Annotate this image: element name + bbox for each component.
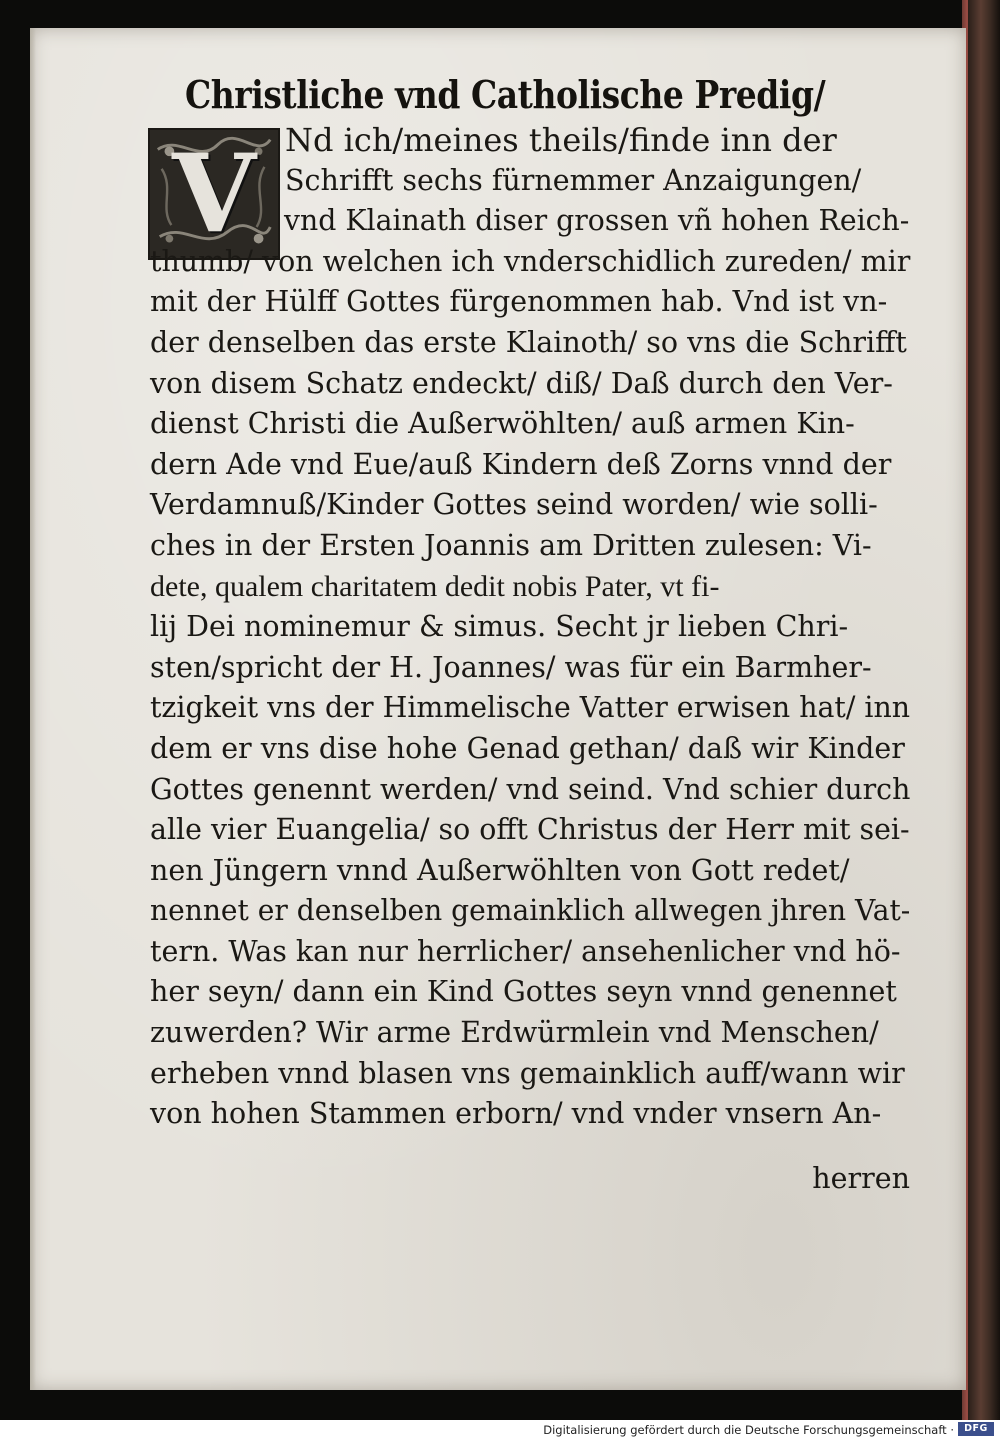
text-line-12: dete, qualem charitatem dedit nobis Pater, vt fi- [150,569,720,603]
text-line-9: dern Ade vnd Eue/auß Kindern deß Zorns vnnd der [150,447,892,481]
initial-letter: V [172,131,256,257]
text-line-1: Nd ich/meines theils/finde inn der [285,121,837,159]
funding-notice: Digitalisierung gefördert durch die Deutsche Forschungsgemeinschaft · [543,1423,954,1437]
text-line-24: erheben vnnd blasen vns gemainklich auff/wann wir [150,1056,905,1090]
text-line-22: her seyn/ dann ein Kind Gottes seyn vnnd genennet [150,975,897,1009]
text-line-16: dem er vns dise hohe Genad gethan/ daß wir Kinder [150,731,905,765]
text-line-25: von hohen Stammen erborn/ vnd vnder vnsern An- [150,1097,882,1131]
text-line-23: zuwerden? Wir arme Erdwürmlein vnd Menschen/ [150,1016,879,1050]
text-line-15: tzigkeit vns der Himmelische Vatter erwisen hat/ inn [150,691,911,725]
text-line-21: tern. Was kan nur herrlicher/ ansehenlicher vnd hö- [150,934,901,968]
text-line-6: der denselben das erste Klainoth/ so vns die Schrifft [150,325,907,359]
text-line-4: thumb/ von welchen ich vnderschidlich zureden/ mir [150,244,911,278]
dfg-logo: DFG [958,1422,994,1436]
text-line-11: ches in der Ersten Joannis am Dritten zulesen: Vi- [150,528,872,562]
text-line-7: von disem Schatz endeckt/ diß/ Daß durch den Ver- [150,366,893,400]
text-line-5: mit der Hülff Gottes fürgenommen hab. Vnd ist vn- [150,285,888,319]
text-line-13: lij Dei nominemur & simus. Secht jr lieben Chri- [150,610,849,644]
text-line-14: sten/spricht der H. Joannes/ was für ein Barmher- [150,650,872,684]
book-edge [968,0,1000,1420]
running-head: Christliche vnd Catholische Predig/ [185,72,826,117]
text-line-8: dienst Christi die Außerwöhlten/ auß armen Kin- [150,407,855,441]
text-line-2: Schrifft sechs fürnemmer Anzaigungen/ [285,163,862,197]
catchword: herren [812,1162,910,1195]
page-edge-shadow [30,28,36,1390]
text-line-17: Gottes genennt werden/ vnd seind. Vnd schier durch [150,772,911,806]
text-line-20: nennet er denselben gemainklich allwegen jhren Vat- [150,894,911,928]
text-line-18: alle vier Euangelia/ so offt Christus der Herr mit sei- [150,813,910,847]
text-line-19: nen Jüngern vnnd Außerwöhlten von Gott redet/ [150,853,850,887]
body-text [150,120,910,1135]
text-line-3: vnd Klainath diser grossen vñ hohen Reich- [284,204,910,238]
text-line-10: Verdamnuß/Kinder Gottes seind worden/ wie solli- [150,488,878,522]
